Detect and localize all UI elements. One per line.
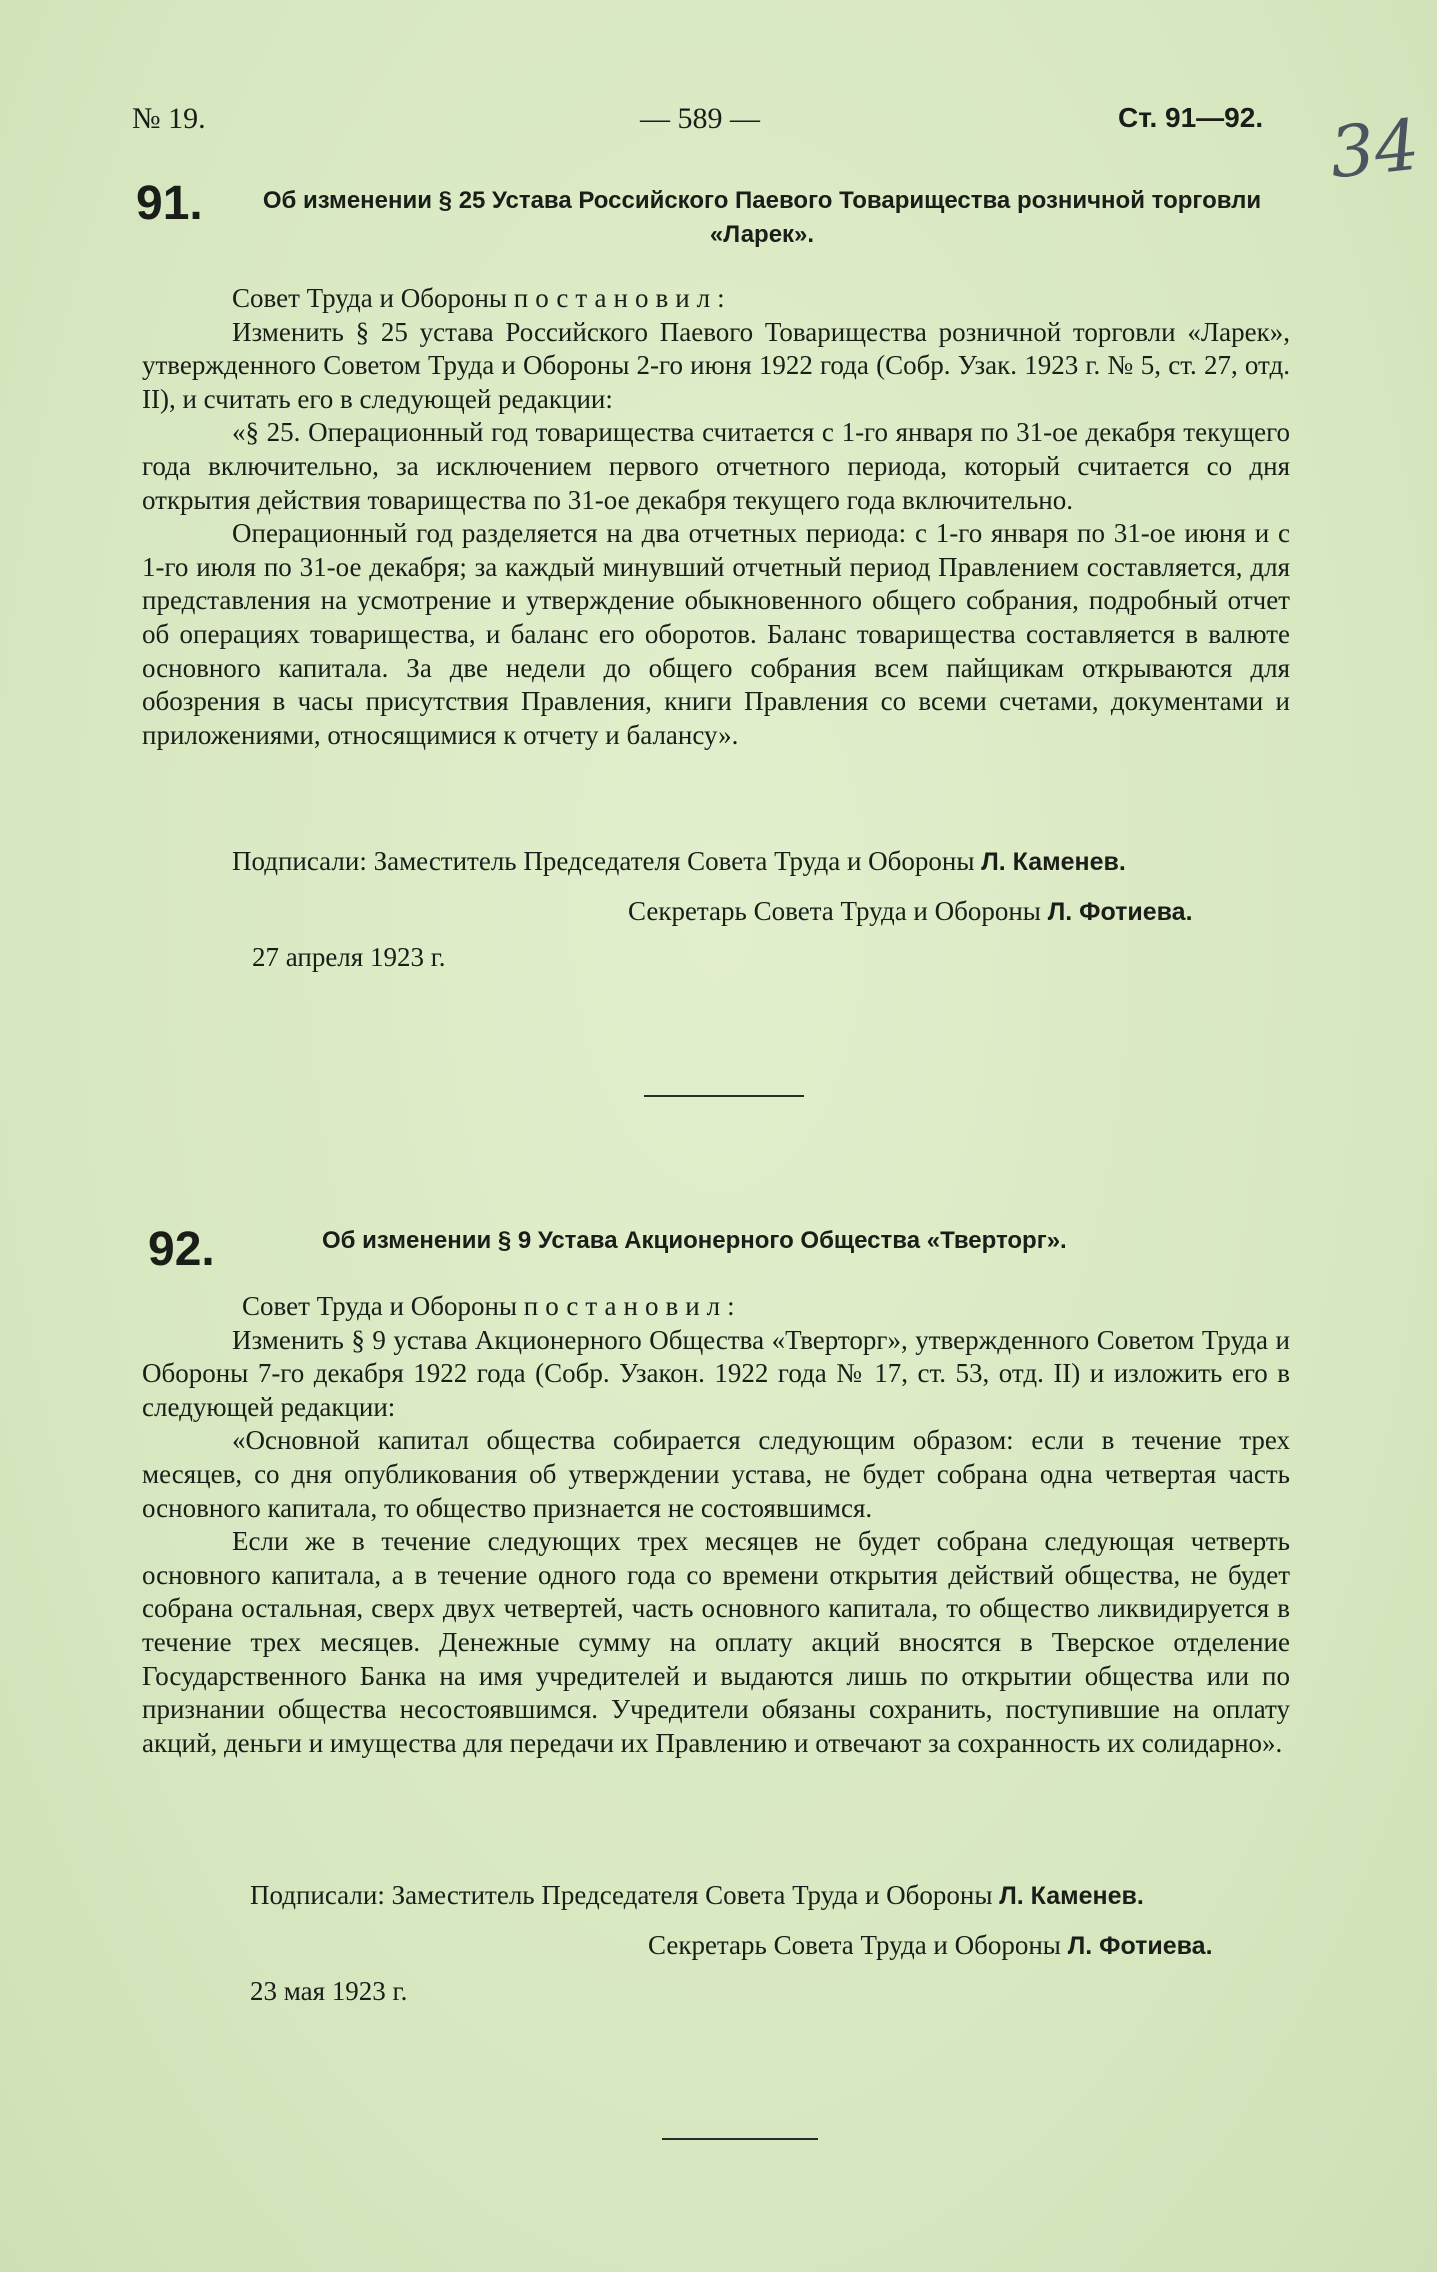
- section-92-intro: Совет Труда и Обороны постановил:: [242, 1291, 742, 1321]
- section-91-paragraph: «§ 25. Операционный год товарищества считается с 1-го января по 31-ое декабря текущего года включительно, за исключением первого отчетного периода, который считается со дня открытия действия товарищества по 31-ое декабря текущего года включительно.: [142, 417, 1290, 515]
- section-91-paragraph: Изменить § 25 устава Российского Паевого Товарищества розничной торговли «Ларек», утвержденного Советом Труда и Обороны 2-го июня 1922 года (Собр. Узак. 1923 г. № 5, ст. 27, отд. II), и считать его в следующей редакции:: [142, 316, 1290, 414]
- section-92-title: Об изменении § 9 Устава Акционерного Общества «Тверторг».: [322, 1227, 1067, 1254]
- section-92-paragraph: Если же в течение следующих трех месяцев не будет собрана следующая четверть основного капитала, а в течение одного года со времени открытия действий общества, не будет собрана остальная, сверх двух четвертей, часть основного капитала, то общество ликвидируется в течение трех месяцев. Денежные сумму на оплату акций вносятся в Тверское отделение Государственного Банка на имя учредителей и выдаются лишь по открытии общества или по признании общества несостоявшимся. Учредители обязаны сохранить, поступившие на оплату акций, деньги и имущества для передачи их Правлению и отвечают за сохранность их солидарно».: [142, 1526, 1290, 1758]
- section-91-title: Об изменении § 25 Устава Российского Паевого Товарищества розничной торговли «Ларек».: [262, 187, 1262, 248]
- section-92-body: [142, 1290, 1290, 1760]
- section-91-number: 91.: [136, 177, 203, 230]
- section-91-body: [142, 282, 1290, 752]
- section-92-signature-deputy: Подписали: Заместитель Председателя Совета Труда и Обороны Л. Каменев.: [250, 1880, 1144, 1910]
- section-92-date: 23 мая 1923 г.: [250, 1976, 408, 2006]
- handwritten-page-mark: 34: [1325, 103, 1424, 195]
- page-number: — 589 —: [640, 102, 760, 135]
- section-divider: [662, 2138, 818, 2140]
- section-91-paragraph: Операционный год разделяется на два отчетных периода: с 1-го января по 31-ое июня и с 1-го июля по 31-ое декабря; за каждый минувший отчетный период Правлением составляется, для представления на усмотрение и утверждение обыкновенного общего собрания, подробный отчет об операциях товарищества, и баланс его оборотов. Баланс товарищества составляется в валюте основного капитала. За две недели до общего собрания всем пайщикам открываются для обозрения в часы присутствия Правления, книги Правления со всеми счетами, документами и приложениями, относящимися к отчету и балансу».: [142, 518, 1290, 750]
- section-91-signature-secretary: Секретарь Совета Труда и Обороны Л. Фотиева.: [628, 896, 1193, 926]
- section-92-number: 92.: [148, 1223, 215, 1276]
- issue-number: № 19.: [132, 102, 206, 135]
- section-91-signature-deputy: Подписали: Заместитель Председателя Совета Труда и Обороны Л. Каменев.: [232, 846, 1126, 876]
- section-92-paragraph: «Основной капитал общества собирается следующим образом: если в течение трех месяцев, со дня опубликования об утверждении устава, не будет собрана одна четвертая часть основного капитала, то общество признается не состоявшимся.: [142, 1425, 1290, 1523]
- section-91-date: 27 апреля 1923 г.: [252, 942, 446, 972]
- article-range: Ст. 91—92.: [1118, 102, 1264, 133]
- section-divider: [644, 1095, 804, 1097]
- section-91-intro: Совет Труда и Обороны постановил:: [232, 283, 732, 313]
- section-92-signature-secretary: Секретарь Совета Труда и Обороны Л. Фотиева.: [648, 1930, 1213, 1960]
- section-92-paragraph: Изменить § 9 устава Акционерного Общества «Тверторг», утвержденного Советом Труда и Обороны 7-го декабря 1922 года (Собр. Узакон. 1922 года № 17, ст. 53, отд. II) и изложить его в следующей редакции:: [142, 1324, 1290, 1422]
